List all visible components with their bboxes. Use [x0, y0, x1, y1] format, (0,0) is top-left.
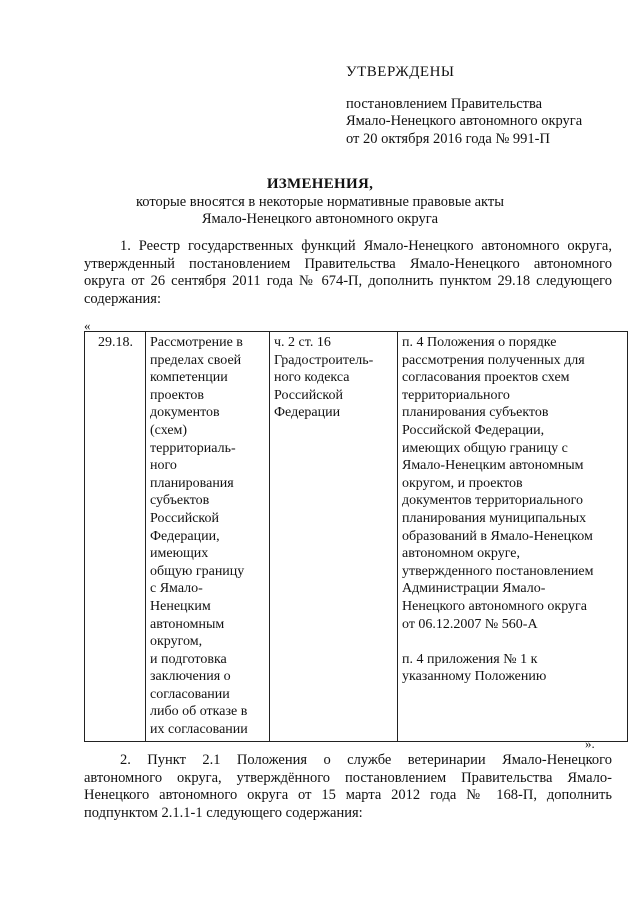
regulation-text-line: территориального [402, 387, 510, 403]
regulation-text-line: утвержденного постановлением [402, 563, 594, 579]
regulation-text-line: Российской Федерации, [402, 422, 545, 438]
regulation-text-line: Администрации Ямало- [402, 581, 546, 597]
heading-title: ИЗМЕНЕНИЯ, [266, 176, 374, 192]
closing-quote: ». [585, 736, 595, 751]
regulation-text-line: округом, и проектов [402, 475, 523, 491]
function-text-line: Российской [150, 510, 219, 526]
function-text-line: автономным [150, 616, 225, 632]
regulation-text-line: рассмотрения полученных для [402, 352, 585, 368]
function-text-line: Рассмотрение в [150, 335, 243, 350]
paragraph-1-line: содержания: [84, 290, 162, 307]
basis-text-line: ного кодекса [274, 370, 350, 386]
function-text-line: документов [150, 405, 220, 421]
paragraph-2-line: автономного округа, утверждённого постановлением Правительства Ямало- [84, 769, 612, 786]
regulation-text-line: от 06.12.2007 № 560-А [402, 616, 538, 632]
paragraph-1 [84, 238, 612, 308]
paragraph-1-line: утвержденный постановлением Правительства Ямало-Ненецкого автономного [84, 255, 612, 272]
regulation-text-line: п. 4 Положения о порядке [402, 335, 557, 350]
regulation-text-line: образований в Ямало-Ненецком [402, 528, 593, 544]
approval-line-2: Ямало-Ненецкого автономного округа [346, 113, 583, 129]
function-text-line: (схем) [150, 422, 188, 438]
cell-basis [270, 332, 398, 742]
document-heading [60, 176, 580, 229]
function-text-line: округом, [150, 634, 203, 650]
paragraph-2-line: Ненецкого автономного округа от 15 марта 2012 года № 168-П, дополнить [84, 787, 612, 803]
paragraph-1-line: 1. Реестр государственных функций Ямало-Ненецкого автономного округа, [120, 238, 612, 254]
function-text-line: общую границу [150, 563, 245, 579]
function-text-line: имеющих [150, 546, 209, 562]
cell-function [146, 332, 270, 742]
cell-regulation [398, 332, 628, 742]
basis-text-line: ч. 2 ст. 16 [274, 335, 331, 350]
approval-line-3: от 20 октября 2016 года № 991-П [346, 130, 550, 147]
function-text-line: субъектов [150, 493, 210, 509]
registry-table [84, 331, 628, 742]
function-text-line: планирования [150, 475, 234, 491]
basis-text-line: Российской [274, 387, 343, 403]
regulation-text-line: имеющих общую границу с [402, 440, 568, 456]
opening-quote: « [84, 318, 91, 333]
function-text-line: компетенции [150, 370, 228, 386]
row-number: 29.18. [98, 335, 133, 350]
function-text-line: проектов [150, 387, 205, 403]
approval-title: УТВЕРЖДЕНЫ [346, 64, 455, 80]
approval-block [346, 64, 616, 148]
regulation-text-line: документов территориального [402, 493, 583, 509]
heading-line-2: Ямало-Ненецкого автономного округа [201, 211, 439, 227]
paragraph-2 [84, 752, 612, 822]
regulation-text-line: п. 4 приложения № 1 к [402, 651, 538, 667]
function-text-line: либо об отказе в [150, 704, 248, 720]
table-row [85, 332, 628, 742]
function-text-line: и подготовка [150, 651, 227, 667]
basis-text-line: Федерации [274, 405, 341, 421]
regulation-spacer [402, 633, 624, 651]
cell-number [85, 332, 146, 742]
function-text-line: Федерации, [150, 528, 220, 544]
function-text-line: ного [150, 458, 177, 474]
function-text-line: пределах своей [150, 352, 242, 368]
function-text-line: территориаль- [150, 440, 236, 456]
regulation-text-line: Ямало-Ненецким автономным [402, 458, 584, 474]
regulation-text-line: планирования муниципальных [402, 510, 587, 526]
function-text-line: Ненецким [150, 598, 211, 614]
function-text-line: заключения о [150, 669, 231, 685]
approval-line-1: постановлением Правительства [346, 95, 543, 112]
regulation-text-line: автономном округе, [402, 546, 520, 562]
function-text-line: с Ямало- [150, 581, 203, 597]
function-text-line: их согласовании [150, 722, 248, 738]
heading-line-1: которые вносятся в некоторые нормативные правовые акты [135, 193, 504, 210]
regulation-text-line: Ненецкого автономного округа [402, 598, 587, 614]
function-text-line: согласовании [150, 686, 230, 702]
regulation-text-line: согласования проектов схем [402, 370, 570, 386]
regulation-text-line: указанному Положению [402, 669, 547, 685]
regulation-text-line: планирования субъектов [402, 405, 549, 421]
paragraph-1-line: округа от 26 сентября 2011 года № 674-П, дополнить пунктом 29.18 следующего [84, 273, 612, 289]
paragraph-2-line: подпунктом 2.1.1-1 следующего содержания: [84, 804, 363, 821]
paragraph-2-line: 2. Пункт 2.1 Положения о службе ветеринарии Ямало-Ненецкого [120, 752, 612, 768]
basis-text-line: Градостроитель- [274, 352, 374, 368]
